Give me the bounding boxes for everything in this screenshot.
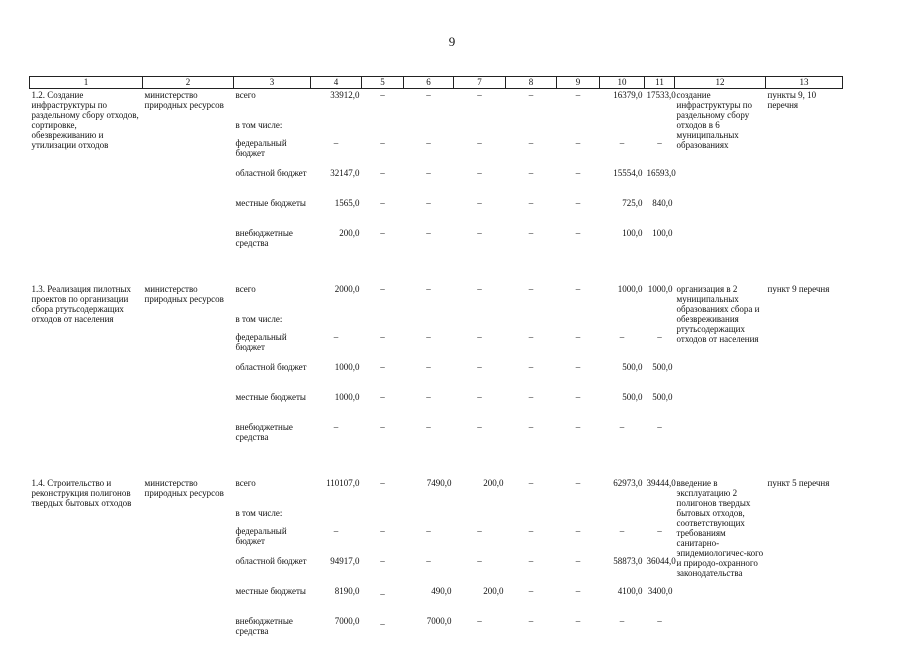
basis-cell: пункт 9 перечня [766, 283, 843, 451]
value-cell: – [362, 421, 404, 451]
result-cell: введение в эксплуатацию 2 полигонов твердых бытовых отходов, соответствующих требованиям санитарно-эпидемиологичес-кого и природо-охранного законодательства [675, 477, 766, 645]
value-cell: – [557, 477, 600, 507]
value-cell [311, 507, 362, 525]
value-cell: 110107,0 [311, 477, 362, 507]
value-cell: – [454, 89, 506, 120]
column-header-5: 5 [362, 77, 404, 89]
funding-source-cell: всего [234, 283, 311, 313]
value-cell [506, 507, 557, 525]
value-cell: 39444,0 [645, 477, 675, 507]
funding-source-cell: внебюджетные средства [234, 227, 311, 257]
value-cell: – [362, 391, 404, 421]
value-cell: – [506, 525, 557, 555]
table-row [30, 477, 843, 507]
value-cell [311, 119, 362, 137]
funding-source-cell: областной бюджет [234, 361, 311, 391]
value-cell: – [311, 137, 362, 167]
column-number-row [30, 77, 843, 89]
value-cell: – [404, 167, 454, 197]
value-cell [362, 119, 404, 137]
value-cell: 200,0 [454, 585, 506, 615]
value-cell: 490,0 [404, 585, 454, 615]
value-cell: – [454, 283, 506, 313]
value-cell: – [557, 89, 600, 120]
value-cell: 15554,0 [600, 167, 645, 197]
value-cell: – [454, 227, 506, 257]
value-cell [557, 507, 600, 525]
value-cell: – [506, 167, 557, 197]
value-cell: – [557, 585, 600, 615]
value-cell [454, 507, 506, 525]
value-cell: 94917,0 [311, 555, 362, 585]
value-cell: – [506, 421, 557, 451]
funding-source-cell: всего [234, 89, 311, 120]
funding-source-cell: всего [234, 477, 311, 507]
funding-source-cell: в том числе: [234, 313, 311, 331]
value-cell [454, 313, 506, 331]
value-cell: – [404, 391, 454, 421]
value-cell: – [362, 137, 404, 167]
value-cell: – [506, 361, 557, 391]
value-cell: – [506, 615, 557, 645]
value-cell [557, 119, 600, 137]
value-cell: – [404, 137, 454, 167]
value-cell: – [454, 391, 506, 421]
value-cell: _ [362, 585, 404, 615]
value-cell: – [454, 555, 506, 585]
value-cell: – [311, 525, 362, 555]
column-header-9: 9 [557, 77, 600, 89]
value-cell [645, 119, 675, 137]
value-cell: – [645, 421, 675, 451]
value-cell: – [362, 167, 404, 197]
value-cell: – [557, 391, 600, 421]
value-cell: – [557, 227, 600, 257]
executor-cell: министерство природных ресурсов [143, 477, 234, 645]
value-cell: 17533,0 [645, 89, 675, 120]
value-cell: – [645, 525, 675, 555]
value-cell: 7000,0 [311, 615, 362, 645]
funding-source-cell: федеральный бюджет [234, 137, 311, 167]
value-cell: – [454, 615, 506, 645]
column-header-3: 3 [234, 77, 311, 89]
column-header-1: 1 [30, 77, 143, 89]
value-cell: – [506, 89, 557, 120]
value-cell: – [600, 331, 645, 361]
value-cell: 7490,0 [404, 477, 454, 507]
value-cell: – [404, 421, 454, 451]
value-cell: – [454, 331, 506, 361]
value-cell: – [557, 361, 600, 391]
funding-source-cell: федеральный бюджет [234, 331, 311, 361]
value-cell: 4100,0 [600, 585, 645, 615]
funding-source-cell: федеральный бюджет [234, 525, 311, 555]
value-cell: 58873,0 [600, 555, 645, 585]
value-cell [454, 119, 506, 137]
value-cell: – [506, 137, 557, 167]
value-cell: – [506, 331, 557, 361]
value-cell: – [645, 137, 675, 167]
table-row [30, 89, 843, 120]
value-cell: – [506, 585, 557, 615]
value-cell: – [404, 525, 454, 555]
value-cell: 840,0 [645, 197, 675, 227]
value-cell: – [557, 615, 600, 645]
value-cell: – [311, 331, 362, 361]
value-cell: 32147,0 [311, 167, 362, 197]
value-cell: 8190,0 [311, 585, 362, 615]
value-cell: – [362, 331, 404, 361]
column-header-2: 2 [143, 77, 234, 89]
column-header-13: 13 [766, 77, 843, 89]
value-cell: 500,0 [600, 391, 645, 421]
table-body [30, 89, 843, 645]
funding-source-cell: внебюджетные средства [234, 421, 311, 451]
funding-source-cell: областной бюджет [234, 555, 311, 585]
value-cell: – [557, 283, 600, 313]
column-header-6: 6 [404, 77, 454, 89]
event-cell: 1.4. Строительство и реконструкция полигонов твердых бытовых отходов [30, 477, 143, 645]
basis-cell: пункт 5 перечня [766, 477, 843, 645]
value-cell: – [506, 197, 557, 227]
value-cell: 62973,0 [600, 477, 645, 507]
funding-source-cell: местные бюджеты [234, 585, 311, 615]
value-cell: – [600, 421, 645, 451]
value-cell: 200,0 [454, 477, 506, 507]
value-cell: – [362, 525, 404, 555]
value-cell [557, 313, 600, 331]
value-cell: 16379,0 [600, 89, 645, 120]
value-cell: – [404, 283, 454, 313]
value-cell [600, 313, 645, 331]
value-cell: – [311, 421, 362, 451]
value-cell [311, 313, 362, 331]
program-table [29, 76, 843, 645]
value-cell: – [600, 525, 645, 555]
value-cell: – [506, 283, 557, 313]
value-cell [404, 313, 454, 331]
value-cell: 500,0 [645, 361, 675, 391]
value-cell [506, 313, 557, 331]
page-number: 9 [440, 34, 464, 50]
executor-cell: министерство природных ресурсов [143, 283, 234, 451]
value-cell: 36044,0 [645, 555, 675, 585]
value-cell [362, 507, 404, 525]
value-cell: – [404, 361, 454, 391]
value-cell: – [557, 137, 600, 167]
value-cell: 725,0 [600, 197, 645, 227]
value-cell: 16593,0 [645, 167, 675, 197]
value-cell: – [557, 167, 600, 197]
value-cell: – [454, 167, 506, 197]
value-cell: – [506, 227, 557, 257]
value-cell: – [557, 421, 600, 451]
value-cell: – [600, 137, 645, 167]
funding-source-cell: местные бюджеты [234, 391, 311, 421]
value-cell: – [506, 391, 557, 421]
value-cell [645, 507, 675, 525]
value-cell: _ [362, 615, 404, 645]
funding-source-cell: местные бюджеты [234, 197, 311, 227]
value-cell: – [454, 421, 506, 451]
value-cell [600, 507, 645, 525]
value-cell: – [454, 197, 506, 227]
value-cell: – [506, 477, 557, 507]
funding-source-cell: в том числе: [234, 119, 311, 137]
event-cell: 1.2. Создание инфраструктуры по раздельному сбору отходов, сортировке, обезвреживанию и утилизации отходов [30, 89, 143, 258]
value-cell: – [454, 137, 506, 167]
result-cell: создание инфраструктуры по раздельному сбору отходов в 6 муниципальных образованиях [675, 89, 766, 258]
value-cell: 1565,0 [311, 197, 362, 227]
value-cell: – [362, 555, 404, 585]
funding-source-cell: областной бюджет [234, 167, 311, 197]
value-cell: – [404, 89, 454, 120]
value-cell: – [454, 361, 506, 391]
event-cell: 1.3. Реализация пилотных проектов по организации сбора ртутьсодержащих отходов от населения [30, 283, 143, 451]
value-cell: – [362, 89, 404, 120]
value-cell: 33912,0 [311, 89, 362, 120]
value-cell: 1000,0 [311, 391, 362, 421]
value-cell: 3400,0 [645, 585, 675, 615]
value-cell: – [362, 227, 404, 257]
value-cell: – [404, 331, 454, 361]
column-header-10: 10 [600, 77, 645, 89]
value-cell: – [557, 331, 600, 361]
value-cell: 500,0 [600, 361, 645, 391]
value-cell [404, 119, 454, 137]
value-cell: – [645, 331, 675, 361]
column-header-8: 8 [506, 77, 557, 89]
value-cell: – [404, 555, 454, 585]
value-cell: – [506, 555, 557, 585]
column-header-12: 12 [675, 77, 766, 89]
value-cell: – [645, 615, 675, 645]
value-cell: – [404, 197, 454, 227]
funding-source-cell: внебюджетные средства [234, 615, 311, 645]
value-cell [506, 119, 557, 137]
section-spacer [30, 257, 843, 283]
value-cell: – [404, 227, 454, 257]
column-header-11: 11 [645, 77, 675, 89]
executor-cell: министерство природных ресурсов [143, 89, 234, 258]
funding-source-cell: в том числе: [234, 507, 311, 525]
value-cell: – [557, 197, 600, 227]
value-cell: 1000,0 [600, 283, 645, 313]
value-cell: – [362, 197, 404, 227]
value-cell: 100,0 [600, 227, 645, 257]
value-cell [600, 119, 645, 137]
table-row [30, 283, 843, 313]
value-cell [645, 313, 675, 331]
value-cell: 1000,0 [311, 361, 362, 391]
value-cell: – [362, 477, 404, 507]
section-spacer [30, 451, 843, 477]
value-cell: – [362, 361, 404, 391]
result-cell: организация в 2 муниципальных образованиях сбора и обезвреживания ртутьсодержащих отходов от населения [675, 283, 766, 451]
value-cell: – [454, 525, 506, 555]
value-cell: – [362, 283, 404, 313]
value-cell: – [557, 555, 600, 585]
value-cell: 100,0 [645, 227, 675, 257]
value-cell: 1000,0 [645, 283, 675, 313]
column-header-4: 4 [311, 77, 362, 89]
value-cell [362, 313, 404, 331]
value-cell: 200,0 [311, 227, 362, 257]
value-cell: 2000,0 [311, 283, 362, 313]
column-header-7: 7 [454, 77, 506, 89]
value-cell: 500,0 [645, 391, 675, 421]
value-cell: 7000,0 [404, 615, 454, 645]
value-cell: – [557, 525, 600, 555]
basis-cell: пункты 9, 10 перечня [766, 89, 843, 258]
value-cell: – [600, 615, 645, 645]
value-cell [404, 507, 454, 525]
